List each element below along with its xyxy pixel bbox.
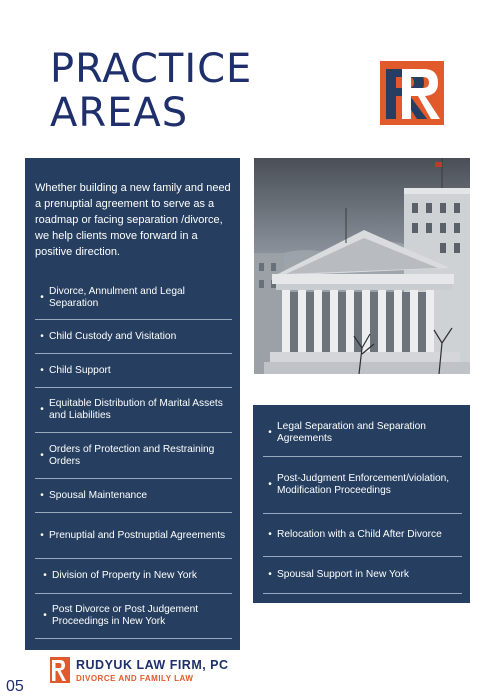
bullet-dot-icon: • — [40, 404, 44, 415]
firm-logo-icon — [380, 61, 444, 125]
list-item-label: Child Custody and Visitation — [49, 330, 177, 342]
bullet-dot-icon: • — [268, 427, 272, 438]
page-title — [50, 47, 252, 135]
list-item-label: Legal Separation and Separation Agreements — [277, 421, 426, 444]
list-item-label: Division of Property in New York — [52, 570, 197, 581]
list-item — [35, 559, 232, 594]
list-item-label: Spousal Maintenance — [49, 489, 147, 501]
intro-text: Whether building a new family and need a prenuptial agreement to serve as a roadmap or facing separation /divorce, we help clients move forward in a positive direction. — [35, 182, 231, 258]
list-item-label: Spousal Support in New York — [277, 569, 409, 580]
list-item — [35, 320, 232, 354]
bullet-dot-icon: • — [40, 489, 44, 501]
title-line-1: PRACTICE — [50, 46, 253, 92]
bullet-dot-icon: • — [268, 569, 272, 580]
courthouse-photo — [254, 158, 470, 374]
title-line-2: AREAS — [50, 90, 189, 136]
list-item — [263, 457, 462, 514]
list-item-label: Post Divorce or Post Judgement Proceedings in New York — [52, 604, 199, 627]
list-item — [35, 479, 232, 513]
bullet-dot-icon: • — [40, 330, 44, 342]
list-item — [35, 276, 232, 320]
practice-areas-panel-right — [253, 405, 470, 603]
firm-name: RUDYUK LAW FIRM, PC — [76, 658, 229, 672]
list-item-label: Divorce, Annulment and Legal Separation — [49, 285, 185, 309]
practice-areas-panel-left — [25, 158, 240, 650]
list-item-label: Relocation with a Child After Divorce — [277, 529, 442, 540]
bullet-dot-icon: • — [40, 291, 44, 303]
practice-list-right — [263, 410, 462, 594]
list-item-label: Prenuptial and Postnuptial Agreements — [49, 529, 226, 541]
list-item-label: Child Support — [49, 364, 111, 376]
firm-tagline: DIVORCE AND FAMILY LAW — [76, 674, 194, 683]
list-item — [35, 594, 232, 639]
footer-logo-icon — [50, 657, 70, 683]
list-item — [35, 513, 232, 559]
list-item — [35, 433, 232, 479]
page-number: 05 — [6, 678, 24, 695]
bullet-dot-icon: • — [268, 479, 272, 490]
bullet-dot-icon: • — [43, 610, 47, 621]
bullet-dot-icon: • — [43, 570, 47, 581]
list-item-label: Equitable Distribution of Marital Assets and Liabilities — [49, 398, 223, 421]
courthouse-image — [254, 158, 470, 374]
list-item — [263, 557, 462, 594]
bullet-dot-icon: • — [40, 529, 44, 541]
bullet-dot-icon: • — [40, 364, 44, 376]
list-item — [35, 354, 232, 388]
bullet-dot-icon: • — [268, 529, 272, 540]
list-item — [263, 410, 462, 457]
list-item — [263, 514, 462, 557]
practice-list-left — [35, 276, 232, 639]
list-item-label: Post-Judgment Enforcement/violation, Modification Proceedings — [277, 473, 450, 496]
list-item-label: Orders of Protection and Restraining Orders — [49, 443, 215, 467]
list-item — [35, 388, 232, 433]
bullet-dot-icon: • — [40, 449, 44, 461]
